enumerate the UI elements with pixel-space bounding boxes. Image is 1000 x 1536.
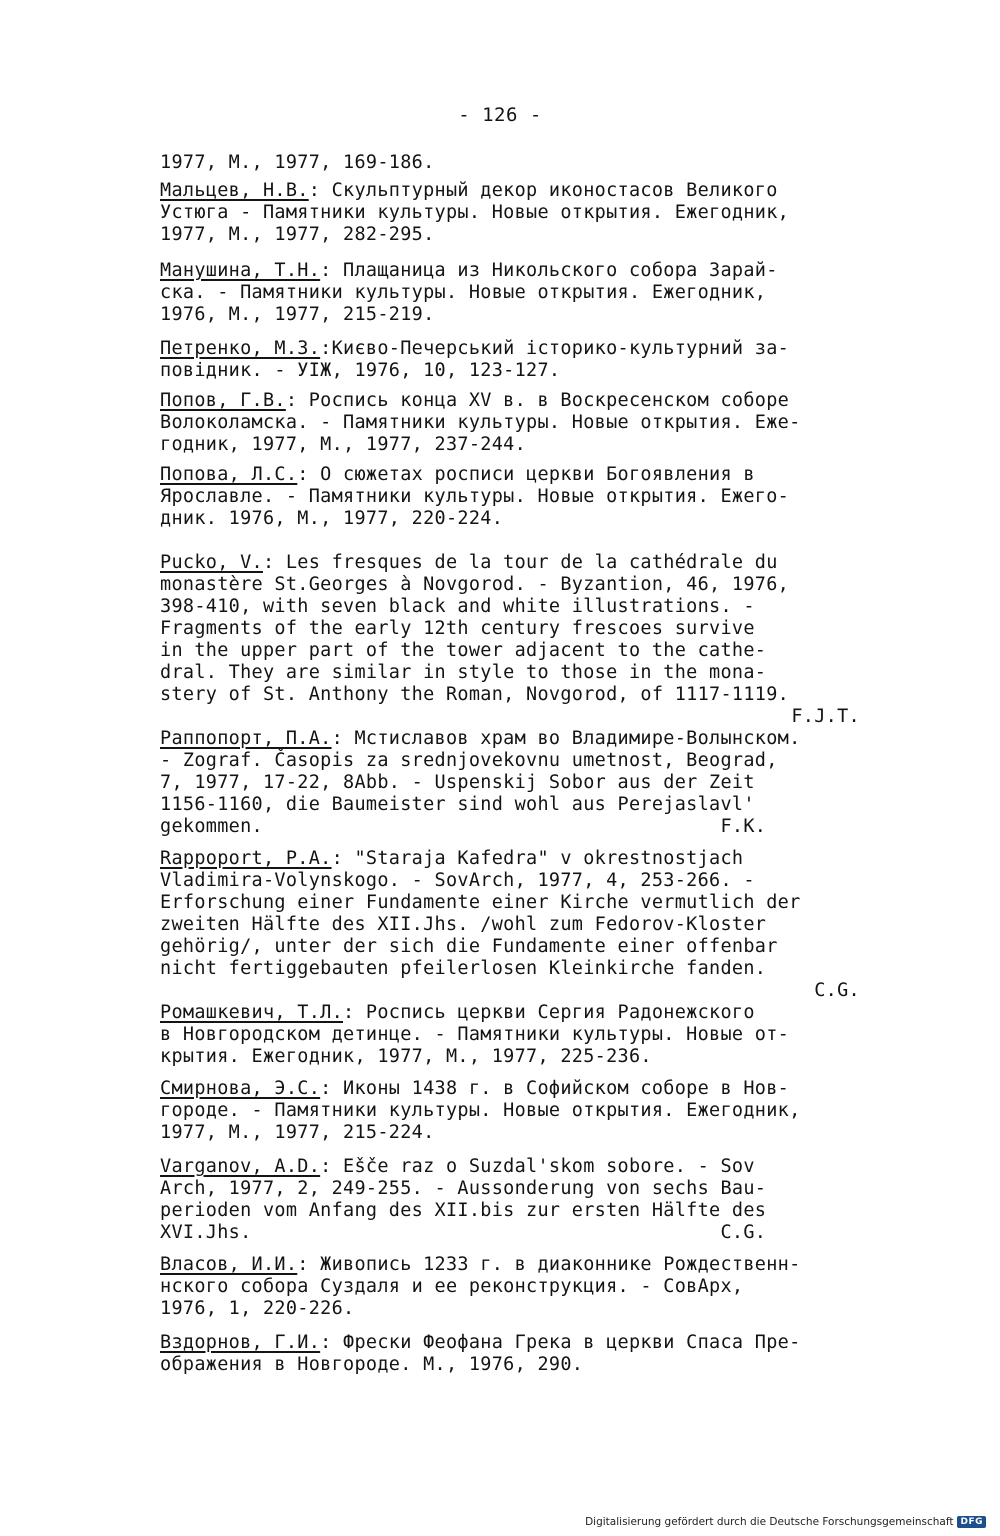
entry-line: XVI.Jhs. C.G. (160, 1222, 767, 1243)
entry-author: Попова, Л.С. (160, 464, 298, 485)
entry-line: ска. - Памятники культуры. Новые открытия. Ежегодник, (160, 282, 767, 303)
entry-line: zweiten Hälfte des XII.Jhs. /wohl zum Fedorov-Kloster (160, 914, 767, 935)
entry-title: :Києво-Печерський історико-культурний за- (320, 338, 790, 359)
entry-title: : Скульптурный декор иконостасов Великого (308, 180, 778, 201)
entry-line: nicht fertiggebauten pfeilerlosen Kleinkirche fanden. (160, 958, 767, 979)
entry-line: 1976, М., 1977, 215-219. (160, 304, 435, 325)
entry-line: 1156-1160, die Baumeister sind wohl aus Perejaslavl' (160, 794, 755, 815)
entry-title: : Живопись 1233 г. в диаконнике Рождественн- (297, 1254, 801, 1275)
entry-author: Раппопорт, П.А. (160, 728, 332, 749)
entry-9 (160, 1002, 910, 1068)
entry-title: : "Staraja Kafedra" v okrestnostjach (331, 848, 744, 869)
entry-line: 1977, М., 1977, 282-295. (160, 224, 435, 245)
entry-title: : Фрески Феофана Грека в церкви Спаса Пре- (320, 1332, 801, 1353)
entry-7 (160, 728, 910, 838)
entry-line: stery of St. Anthony the Roman, Novgorod, of 1117-1119. (160, 684, 790, 705)
reviewer-signature: F.J.T. (791, 706, 860, 727)
dfg-credit (585, 1516, 986, 1528)
entry-line: Волоколамска. - Памятники культуры. Новые открытия. Еже- (160, 412, 801, 433)
entry-line: дник. 1976, М., 1977, 220-224. (160, 508, 504, 529)
entry-line: dral. They are similar in style to those in the mona- (160, 662, 767, 683)
entry-line: городе. - Памятники культуры. Новые открытия. Ежегодник, (160, 1100, 801, 1121)
entry-title: : Иконы 1438 г. в Софийском соборе в Нов- (320, 1078, 790, 1099)
entry-title: : Роспись конца XV в. в Воскресенском соборе (285, 390, 790, 411)
entry-author: Varganov, A.D. (160, 1156, 321, 1177)
entry-line: Arch, 1977, 2, 249-255. - Aussonderung von sechs Bau- (160, 1178, 767, 1199)
entry-author: Вздорнов, Г.И. (160, 1332, 321, 1353)
entry-author: Попов, Г.В. (160, 390, 286, 411)
entry-2 (160, 260, 910, 326)
entry-line: 1977, М., 1977, 169-186. (160, 152, 435, 173)
entry-line: in the upper part of the tower adjacent to the cathe- (160, 640, 767, 661)
reviewer-signature: C.G. (814, 980, 860, 1001)
entry-10 (160, 1078, 910, 1144)
entry-author: Смирнова, Э.С. (160, 1078, 321, 1099)
entry-title: : Les fresques de la tour de la cathédrale du (262, 552, 778, 573)
entry-6 (160, 552, 910, 728)
entry-title: : О сюжетах росписи церкви Богоявления в (297, 464, 755, 485)
entry-5 (160, 464, 910, 530)
dfg-credit-text: Digitalisierung gefördert durch die Deutsche Forschungsgemeinschaft (585, 1516, 954, 1528)
entry-1 (160, 180, 910, 246)
entry-line: ображения в Новгороде. М., 1976, 290. (160, 1354, 584, 1375)
entry-author: Rappoport, P.A. (160, 848, 332, 869)
entry-line: 398-410, with seven black and white illustrations. - (160, 596, 755, 617)
entry-line: Fragments of the early 12th century frescoes survive (160, 618, 755, 639)
entry-line: - Zograf. Časopis za srednjovekovnu umetnost, Beograd, (160, 750, 778, 771)
entry-line: 7, 1977, 17-22, 8Abb. - Uspenskij Sobor aus der Zeit (160, 772, 755, 793)
entry-line: крытия. Ежегодник, 1977, М., 1977, 225-236. (160, 1046, 652, 1067)
entry-author: Мальцев, Н.В. (160, 180, 309, 201)
entry-line: годник, 1977, М., 1977, 237-244. (160, 434, 527, 455)
entry-0 (160, 152, 910, 174)
entry-author: Pucko, V. (160, 552, 263, 573)
page-number: - 126 - (458, 104, 542, 126)
entry-line: Устюга - Памятники культуры. Новые открытия. Ежегодник, (160, 202, 790, 223)
entry-author: Петренко, М.З. (160, 338, 321, 359)
entry-author: Манушина, Т.Н. (160, 260, 321, 281)
entry-title: : Мстиславов храм во Владимире-Волынском. (331, 728, 801, 749)
entry-line: 1977, М., 1977, 215-224. (160, 1122, 435, 1143)
entry-12 (160, 1254, 910, 1320)
entry-title: : Плащаница из Никольского собора Зарай- (320, 260, 778, 281)
entry-author: Власов, И.И. (160, 1254, 298, 1275)
entry-3 (160, 338, 910, 382)
dfg-logo-icon: DFG (957, 1516, 986, 1528)
entry-line: повідник. - УІЖ, 1976, 10, 123-127. (160, 360, 561, 381)
entry-title: : Роспись церкви Сергия Радонежского (343, 1002, 755, 1023)
entry-13 (160, 1332, 910, 1376)
entry-line: perioden vom Anfang des XII.bis zur ersten Hälfte des (160, 1200, 767, 1221)
entry-line: 1976, 1, 220-226. (160, 1298, 355, 1319)
entry-line: gehörig/, unter der sich die Fundamente einer offenbar (160, 936, 778, 957)
entry-line: gekommen. F.K. (160, 816, 767, 837)
entry-8 (160, 848, 910, 1002)
entry-4 (160, 390, 910, 456)
entry-11 (160, 1156, 910, 1244)
entry-line: Vladimira-Volynskogo. - SovArch, 1977, 4, 253-266. - (160, 870, 755, 891)
entry-title: : Ešče raz o Suzdal'skom sobore. - Sov (320, 1156, 755, 1177)
entry-line: Ярославле. - Памятники культуры. Новые открытия. Ежего- (160, 486, 790, 507)
entry-author: Ромашкевич, Т.Л. (160, 1002, 344, 1023)
entry-line: Erforschung einer Fundamente einer Kirche vermutlich der (160, 892, 801, 913)
entry-line: в Новгородском детинце. - Памятники культуры. Новые от- (160, 1024, 790, 1045)
entry-line: monastère St.Georges à Novgorod. - Byzantion, 46, 1976, (160, 574, 790, 595)
entry-line: нского собора Суздаля и ее реконструкция. - СовАрх, (160, 1276, 744, 1297)
